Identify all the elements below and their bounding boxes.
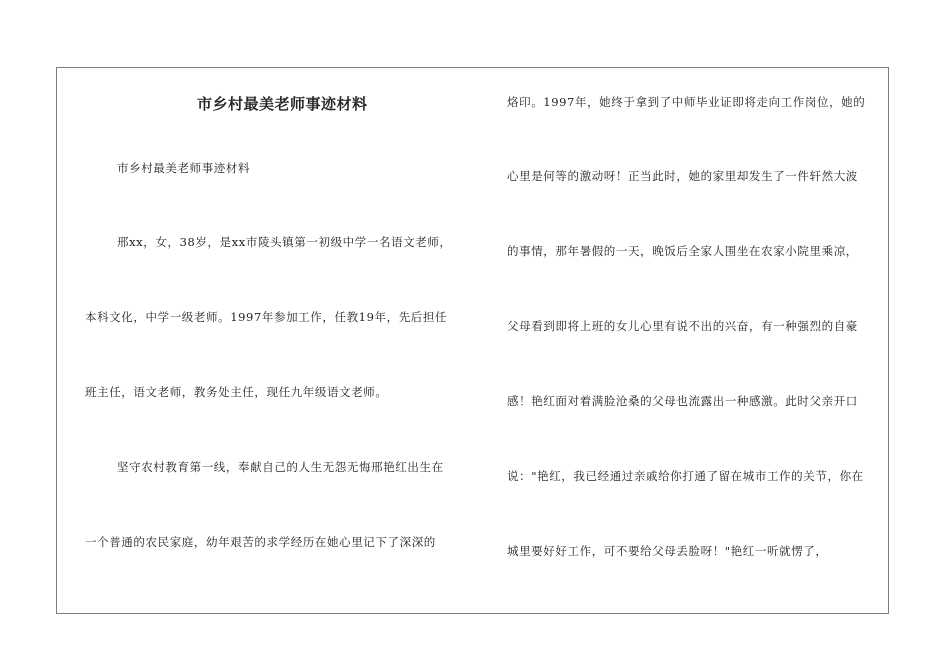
paragraph-line: 城里要好好工作，可不要给父母丢脸呀！"艳红一听就愣了，: [507, 544, 828, 558]
paragraph-line: 邢xx，女，38岁，是xx市陵头镇第一初级中学一名语文老师，: [117, 235, 452, 249]
paragraph-line: 班主任，语文老师，教务处主任，现任九年级语文老师。: [85, 385, 388, 399]
paragraph-line: 父母看到即将上班的女儿心里有说不出的兴奋，有一种强烈的自豪: [507, 319, 858, 333]
document-page: [56, 67, 889, 614]
paragraph-line: 说："艳红，我已经通过亲戚给你打通了留在城市工作的关节，你在: [507, 469, 864, 483]
paragraph-line: 一个普通的农民家庭，幼年艰苦的求学经历在她心里记下了深深的: [85, 535, 436, 549]
paragraph-line: 心里是何等的激动呀！正当此时，她的家里却发生了一件轩然大波: [507, 169, 858, 183]
paragraph-line: 烙印。1997年，她终于拿到了中师毕业证即将走向工作岗位，她的: [507, 95, 866, 109]
paragraph-line: 坚守农村教育第一线，奉献自己的人生无怨无悔邢艳红出生在: [117, 460, 444, 474]
paragraph-line: 感！艳红面对着满脸沧桑的父母也流露出一种感激。此时父亲开口: [507, 394, 858, 408]
paragraph-line: 的事情，那年暑假的一天，晚饭后全家人围坐在农家小院里乘凉，: [507, 244, 858, 258]
paragraph-line: 本科文化，中学一级老师。1997年参加工作，任教19年，先后担任: [85, 310, 448, 324]
document-title: 市乡村最美老师事迹材料: [197, 95, 368, 113]
document-subtitle: 市乡村最美老师事迹材料: [117, 161, 251, 175]
